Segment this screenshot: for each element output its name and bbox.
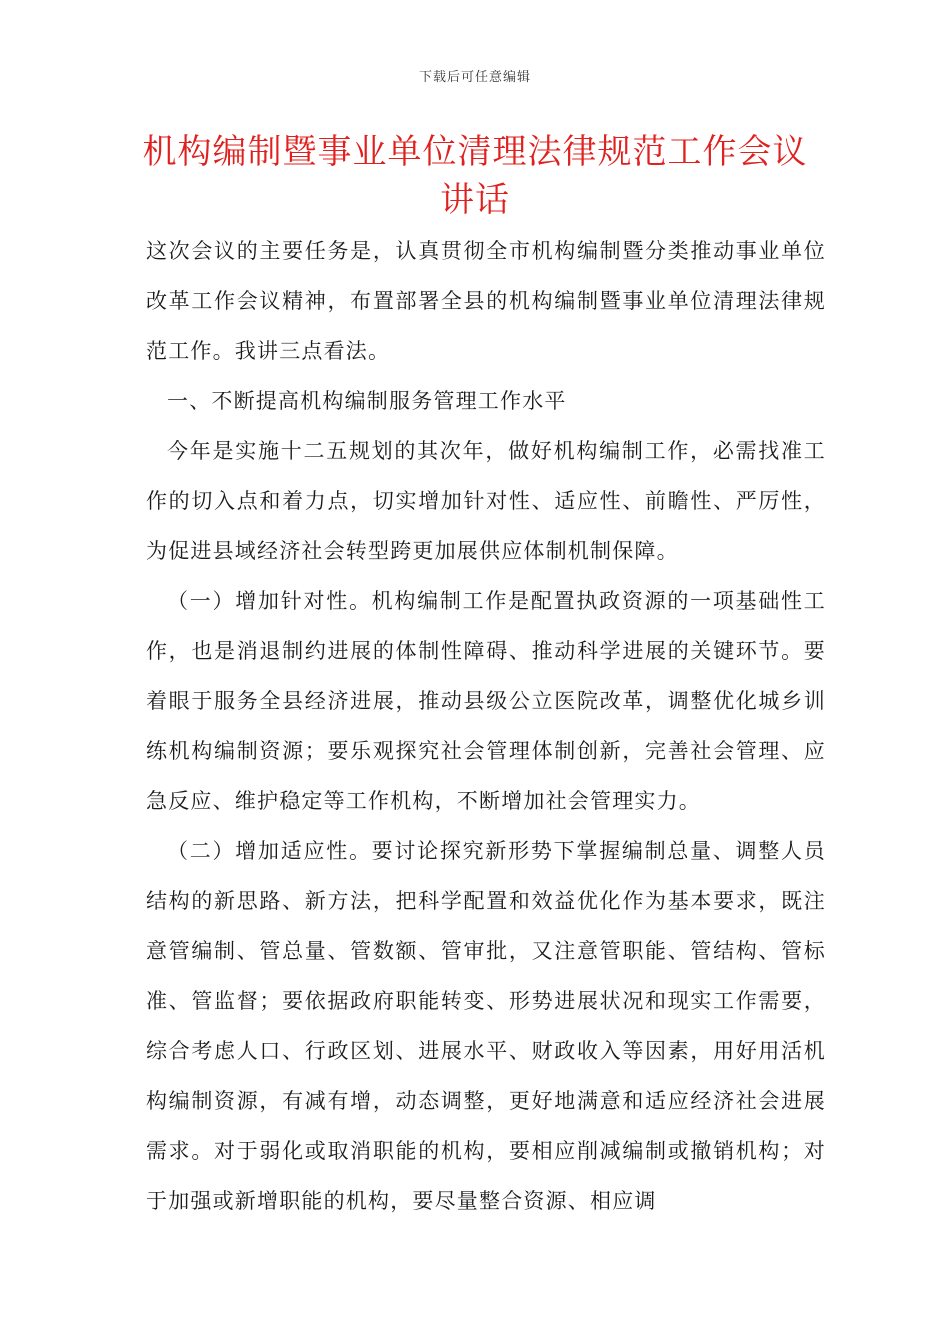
paragraph-point-1: （一）增加针对性。机构编制工作是配置执政资源的一项基础性工作，也是消退制约进展的体制性障碍、推动科学进展的关键环节。要着眼于服务全县经济进展，推动县级公立医院改革，调整优化城乡训练机构编制资源；要乐观探究社会管理体制创新，完善社会管理、应急反应、维护稳定等工作机构，不断增加社会管理实力。 <box>146 589 826 813</box>
document-title: 机构编制暨事业单位清理法律规范工作会议讲话 <box>142 132 808 220</box>
section-heading-1: 一、不断提高机构编制服务管理工作水平 <box>167 389 567 413</box>
paragraph-section-1-intro: 今年是实施十二五规划的其次年，做好机构编制工作，必需找准工作的切入点和着力点，切实增加针对性、适应性、前瞻性、严厉性，为促进县域经济社会转型跨更加展供应体制机制保障。 <box>146 439 826 563</box>
paragraph-intro: 这次会议的主要任务是，认真贯彻全市机构编制暨分类推动事业单位改革工作会议精神，布置部署全县的机构编制暨事业单位清理法律规范工作。我讲三点看法。 <box>146 239 826 363</box>
paragraph-point-2: （二）增加适应性。要讨论探究新形势下掌握编制总量、调整人员结构的新思路、新方法，把科学配置和效益优化作为基本要求，既注意管编制、管总量、管数额、管审批，又注意管职能、管结构、管标准、管监督；要依据政府职能转变、形势进展状况和现实工作需要，综合考虑人口、行政区划、进展水平、财政收入等因素，用好用活机构编制资源，有减有增，动态调整，更好地满意和适应经济社会进展需求。对于弱化或取消职能的机构，要相应削减编制或撤销机构；对于加强或新增职能的机构，要尽量整合资源、相应调 <box>146 839 826 1213</box>
header-note: 下载后可任意编辑 <box>418 70 531 85</box>
document-body <box>146 226 826 1226</box>
